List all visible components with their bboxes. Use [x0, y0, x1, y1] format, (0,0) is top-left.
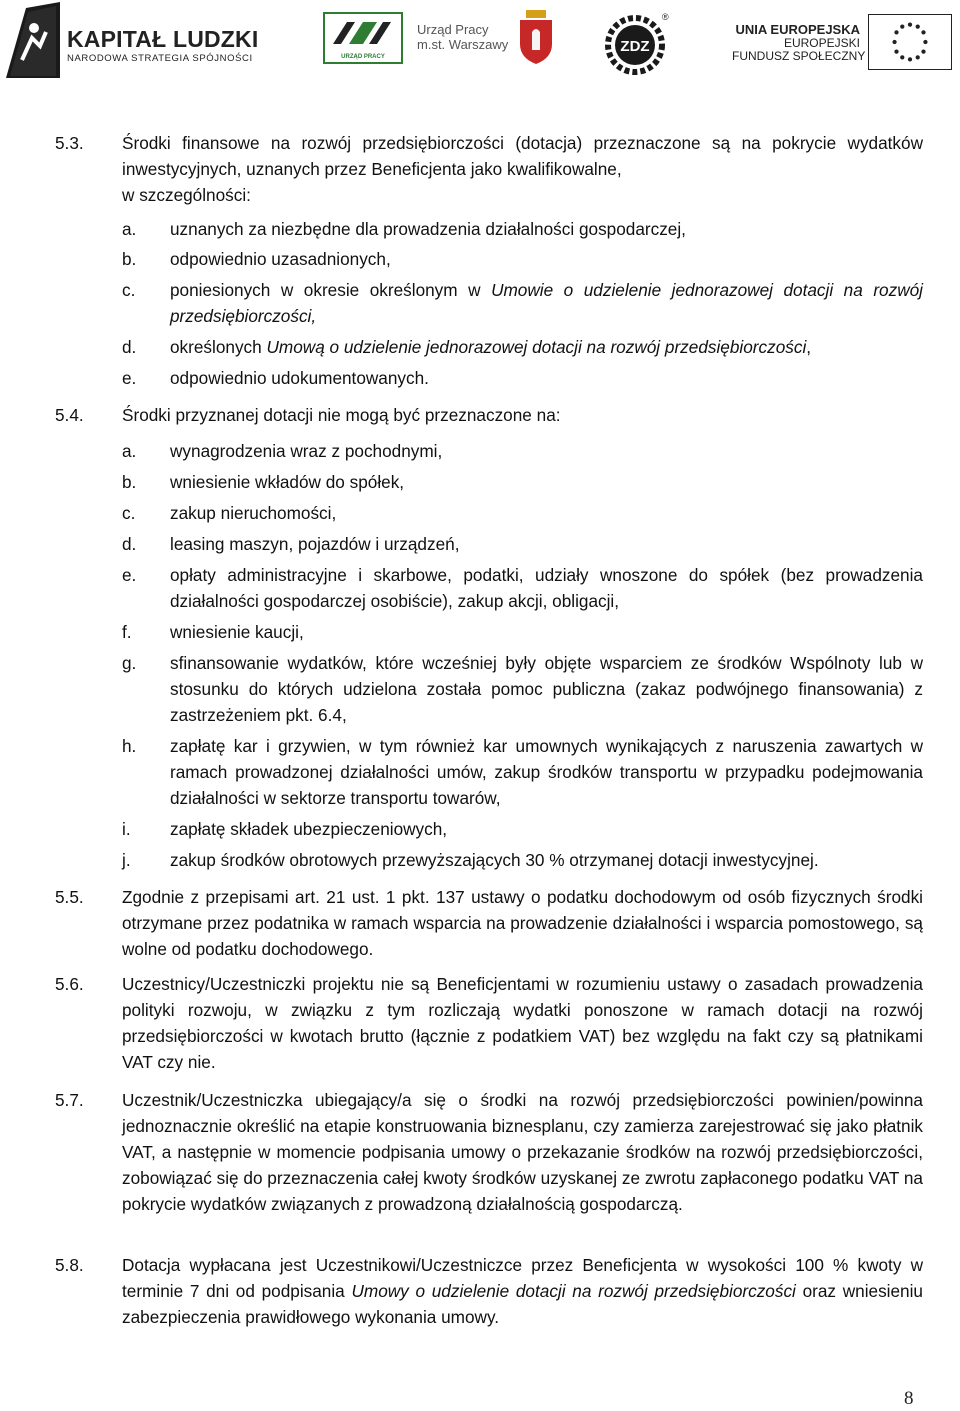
list-item-text: zakup środków obrotowych przewyższających 30 % otrzymanej dotacji inwestycyjnej.	[170, 850, 819, 870]
list-item-label: e.	[122, 368, 137, 388]
section-5-6	[55, 971, 923, 1075]
zdz-label: ZDZ	[620, 38, 650, 55]
section-number: 5.3.	[55, 133, 84, 153]
section-number: 5.8.	[55, 1255, 84, 1275]
list-item-text	[170, 334, 923, 360]
list-item-label: b.	[122, 249, 137, 269]
list-item	[122, 816, 923, 842]
list-item	[122, 334, 923, 360]
kapital-ludzki-logo-icon	[6, 2, 60, 78]
list-item	[122, 365, 923, 391]
urzad-pracy-line1: Urząd Pracy	[417, 22, 489, 37]
list-item	[122, 277, 923, 329]
section-text: Zgodnie z przepisami art. 21 ust. 1 pkt. 137 ustawy o podatku dochodowym od osób fizycznych środki otrzymane przez podatnika w ramach wsparcia na prowadzenie działalności i wsparcia pomostowego, są wolne od podatku dochodowego.	[122, 887, 923, 959]
section-text: Uczestnicy/Uczestniczki projektu nie są Beneficjentami w rozumieniu ustawy o zasadach prowadzenia polityki rozwoju, w związku z tym rozliczają wydatki ponoszone w ramach dotacji na rozwój przedsiębiorczości w kwotach brutto (łącznie z podatkiem VAT) bez względu na fakt czy są płatnikami VAT czy nie.	[122, 974, 923, 1072]
list-item-text-plain: określonych	[170, 337, 267, 357]
section-text	[122, 1252, 923, 1330]
ue-line3: FUNDUSZ SPOŁECZNY	[732, 49, 866, 63]
list-item-text-italic: Umowie o udzielenie jednorazowej dotacji na rozwój przedsiębiorczości,	[170, 280, 923, 326]
urzad-pracy-logo	[323, 12, 403, 64]
list-item-text-italic: Umową o udzielenie jednorazowej dotacji na rozwój przedsiębiorczości	[266, 337, 807, 357]
section-5-3	[55, 130, 923, 208]
list-item-label: d.	[122, 337, 137, 357]
list-item-text: wniesienie wkładów do spółek,	[170, 472, 405, 492]
section-intro: Środki przyznanej dotacji nie mogą być przeznaczone na:	[122, 405, 561, 425]
list-item-label: b.	[122, 472, 137, 492]
list-item-label: c.	[122, 280, 136, 300]
logo-bar	[0, 0, 960, 85]
ue-fund-text	[732, 22, 866, 63]
list-item-label: a.	[122, 441, 137, 461]
list-item	[122, 246, 923, 272]
list-item-text-tail: ,	[806, 337, 812, 357]
list-item-text: wniesienie kaucji,	[170, 622, 304, 642]
list-item	[122, 650, 923, 728]
kapital-ludzki-subtitle: NARODOWA STRATEGIA SPÓJNOŚCI	[67, 53, 253, 64]
list-item	[122, 619, 923, 645]
list-item-text: odpowiednio udokumentowanych.	[170, 368, 429, 388]
ue-line2: EUROPEJSKI	[783, 36, 860, 50]
section-5-4	[55, 402, 923, 428]
urzad-pracy-line2: m.st. Warszawy	[417, 37, 509, 52]
urzad-pracy-mark-text: URZĄD PRACY	[341, 54, 385, 60]
kapital-ludzki-title: KAPITAŁ LUDZKI	[67, 26, 259, 52]
section-text	[122, 130, 923, 208]
eu-flag-icon	[868, 14, 952, 70]
section-text-italic: Umowy o udzielenie dotacji na rozwój przedsiębiorczości	[351, 1281, 796, 1301]
list-item-label: h.	[122, 736, 137, 756]
list-item-label: e.	[122, 565, 137, 585]
list-item-label: i.	[122, 819, 131, 839]
list-item	[122, 733, 923, 811]
list-item-text-plain: poniesionych w okresie określonym w	[170, 280, 492, 300]
warsaw-crest-icon	[518, 10, 554, 64]
list-item-label: c.	[122, 503, 136, 523]
list-item-text: zapłatę kar i grzywien, w tym również kar umownych wynikających z naruszenia zawartych w ramach prowadzonej działalności umów, zakup środków transportu w przypadku podejmowania działalności w sektorze transportu towarów,	[170, 736, 923, 808]
section-number: 5.7.	[55, 1090, 84, 1110]
section-5-5	[55, 884, 923, 962]
list-item-text: opłaty administracyjne i skarbowe, podatki, udziały wnoszone do spółek (bez prowadzenia działalności gospodarczej osobiście), zakup akcji, obligacji,	[170, 565, 923, 611]
list-item-label: f.	[122, 622, 132, 642]
list-item-text: zapłatę składek ubezpieczeniowych,	[170, 819, 448, 839]
list-item	[122, 500, 923, 526]
section-intro: Środki finansowe na rozwój przedsiębiorczości (dotacja) przeznaczone są na pokrycie wydatków inwestycyjnych, uznanych przez Beneficjenta jako kwalifikowalne,	[122, 133, 923, 179]
ue-line1: UNIA EUROPEJSKA	[735, 22, 860, 37]
list-item	[122, 562, 923, 614]
section-intro-last: w szczególności:	[122, 185, 251, 205]
section-5-7	[55, 1087, 923, 1217]
list-item-text	[170, 277, 923, 329]
list-item	[122, 531, 923, 557]
list-item	[122, 847, 923, 873]
section-number: 5.6.	[55, 974, 84, 994]
zdz-registered-mark: ®	[662, 12, 669, 22]
zdz-logo-icon	[604, 14, 666, 76]
section-number: 5.4.	[55, 405, 84, 425]
list-item-text: wynagrodzenia wraz z pochodnymi,	[170, 441, 443, 461]
section-text-tail: oraz wniesieniu zabezpieczenia prawidłowego wykonania umowy.	[122, 1281, 923, 1327]
list-item-label: g.	[122, 653, 137, 673]
section-text-plain: Dotacja wypłacana jest Uczestnikowi/Uczestniczce przez Beneficjenta w wysokości 100 % kwoty w terminie 7 dni od podpisania	[122, 1255, 923, 1301]
urzad-pracy-shapes-icon	[325, 14, 401, 50]
list-item-text: leasing maszyn, pojazdów i urządzeń,	[170, 534, 460, 554]
list-item-text: uznanych za niezbędne dla prowadzenia działalności gospodarczej,	[170, 219, 686, 239]
list-item-text: sfinansowanie wydatków, które wcześniej były objęte wsparciem ze środków Wspólnoty lub w stosunku do których udzielona została pomoc publiczna (zakaz podwójnego finansowania) z zastrzeżeniem pkt. 6.4,	[170, 653, 923, 725]
list-item-text: odpowiednio uzasadnionych,	[170, 249, 391, 269]
urzad-pracy-name	[417, 22, 508, 52]
list-item	[122, 469, 923, 495]
list-item-label: j.	[122, 850, 131, 870]
section-number: 5.5.	[55, 887, 84, 907]
list-item-text: zakup nieruchomości,	[170, 503, 337, 523]
page-number: 8	[904, 1388, 914, 1409]
section-text: Uczestnik/Uczestniczka ubiegający/a się o środki na rozwój przedsiębiorczości powinien/powinna jednoznacznie określić na etapie konstruowania biznesplanu, czy zamierza zarejestrować się jako płatnik VAT, a następnie w momencie podpisania umowy o przekazanie środków na rozwój przedsiębiorczości, zobowiązać się do przeznaczenia całej kwoty środków uzyskanej ze zwrotu zapłaconego podatku VAT na pokrycie wydatków związanych z prowadzoną działalnością gospodarczą.	[122, 1090, 923, 1214]
list-item-label: a.	[122, 219, 137, 239]
list-item	[122, 216, 923, 242]
section-5-8	[55, 1252, 923, 1330]
list-item-label: d.	[122, 534, 137, 554]
list-item	[122, 438, 923, 464]
